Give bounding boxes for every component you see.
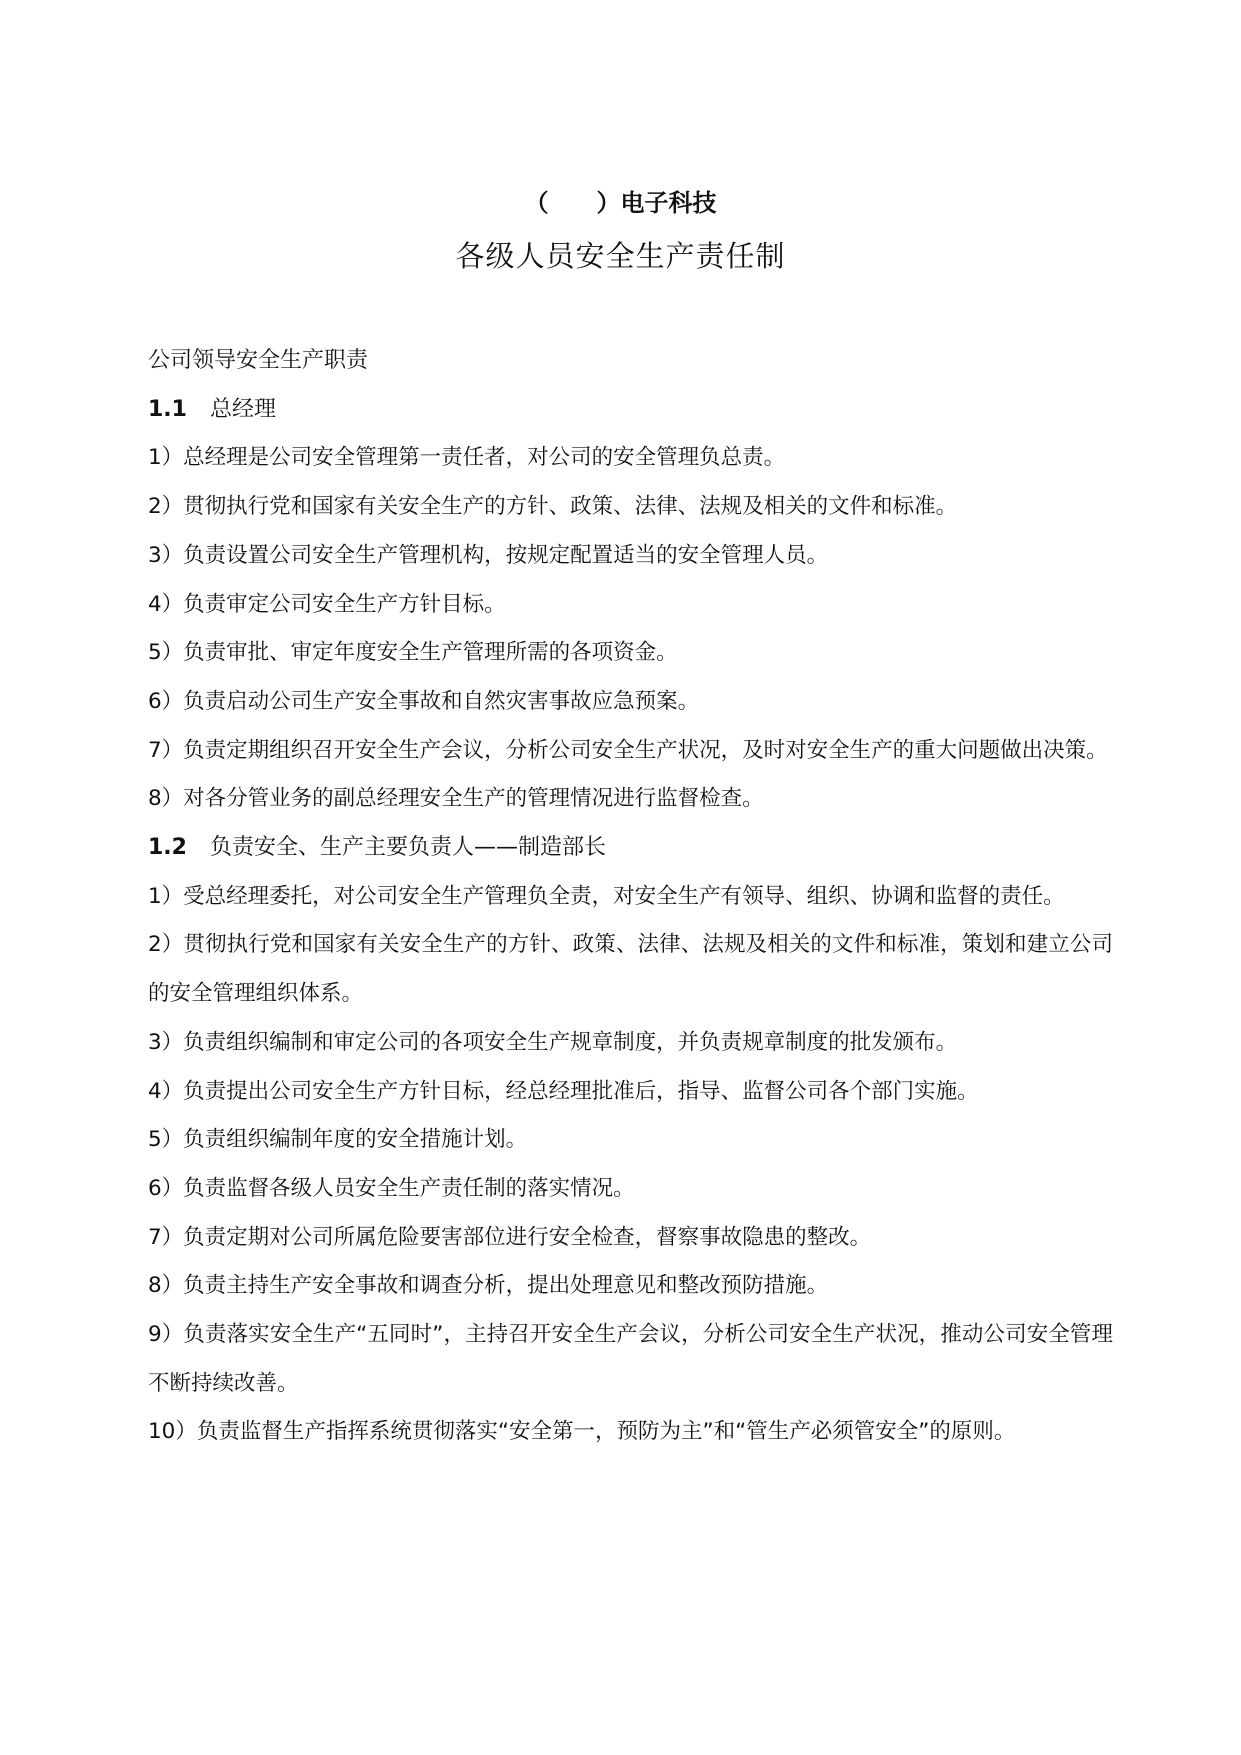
list-item: 3）负责组织编制和审定公司的各项安全生产规章制度，并负责规章制度的批发颁布。 — [148, 1029, 958, 1055]
list-item: 10）负责监督生产指挥系统贯彻落实“安全第一，预防为主”和“管生产必须管安全”的原则。 — [148, 1419, 1016, 1445]
subsection-number: 1.1 — [148, 396, 187, 422]
list-item: 8）负责主持生产安全事故和调查分析，提出处理意见和整改预防措施。 — [148, 1273, 829, 1299]
list-item: 5）负责审批、审定年度安全生产管理所需的各项资金。 — [148, 640, 678, 666]
company-name: （ ）电子科技 — [524, 189, 717, 217]
list-item: 4）负责提出公司安全生产方针目标，经总经理批准后，指导、监督公司各个部门实施。 — [148, 1078, 979, 1104]
subsection-heading-manufacturing-head — [148, 824, 1113, 873]
subsection-title: 负责安全、生产主要负责人——制造部长 — [210, 835, 607, 861]
list-item: 1）受总经理委托，对公司安全生产管理负全责，对安全生产有领导、组织、协调和监督的责任。 — [148, 883, 1065, 909]
list-item: 6）负责启动公司生产安全事故和自然灾害事故应急预案。 — [148, 688, 700, 714]
list-item: 7）负责定期对公司所属危险要害部位进行安全检查，督察事故隐患的整改。 — [148, 1224, 872, 1250]
list-item: 3）负责设置公司安全生产管理机构，按规定配置适当的安全管理人员。 — [148, 542, 829, 568]
list-item: 5）负责组织编制年度的安全措施计划。 — [148, 1127, 528, 1153]
list-item: 2）贯彻执行党和国家有关安全生产的方针、政策、法律、法规及相关的文件和标准，策划和建立公司的安全管理组织体系。 — [148, 932, 1113, 1007]
document-body — [148, 337, 1113, 1457]
subsection-title: 总经理 — [210, 396, 277, 422]
list-item: 2）贯彻执行党和国家有关安全生产的方针、政策、法律、法规及相关的文件和标准。 — [148, 494, 958, 520]
list-item: 4）负责审定公司安全生产方针目标。 — [148, 591, 506, 617]
section-heading-company-leaders: 公司领导安全生产职责 — [148, 348, 369, 373]
list-item: 9）负责落实安全生产“五同时”，主持召开安全生产会议，分析公司安全生产状况，推动公司安全管理不断持续改善。 — [148, 1322, 1113, 1396]
subsection-heading-general-manager — [148, 386, 1113, 435]
document-title: 各级人员安全生产责任制 — [455, 239, 786, 273]
subsection-number: 1.2 — [148, 835, 187, 861]
list-item: 7）负责定期组织召开安全生产会议，分析公司安全生产状况，及时对安全生产的重大问题做出决策。 — [148, 737, 1108, 763]
list-item: 8）对各分管业务的副总经理安全生产的管理情况进行监督检查。 — [148, 786, 764, 812]
list-item: 6）负责监督各级人员安全生产责任制的落实情况。 — [148, 1175, 635, 1201]
list-item: 1）总经理是公司安全管理第一责任者，对公司的安全管理负总责。 — [148, 445, 786, 471]
